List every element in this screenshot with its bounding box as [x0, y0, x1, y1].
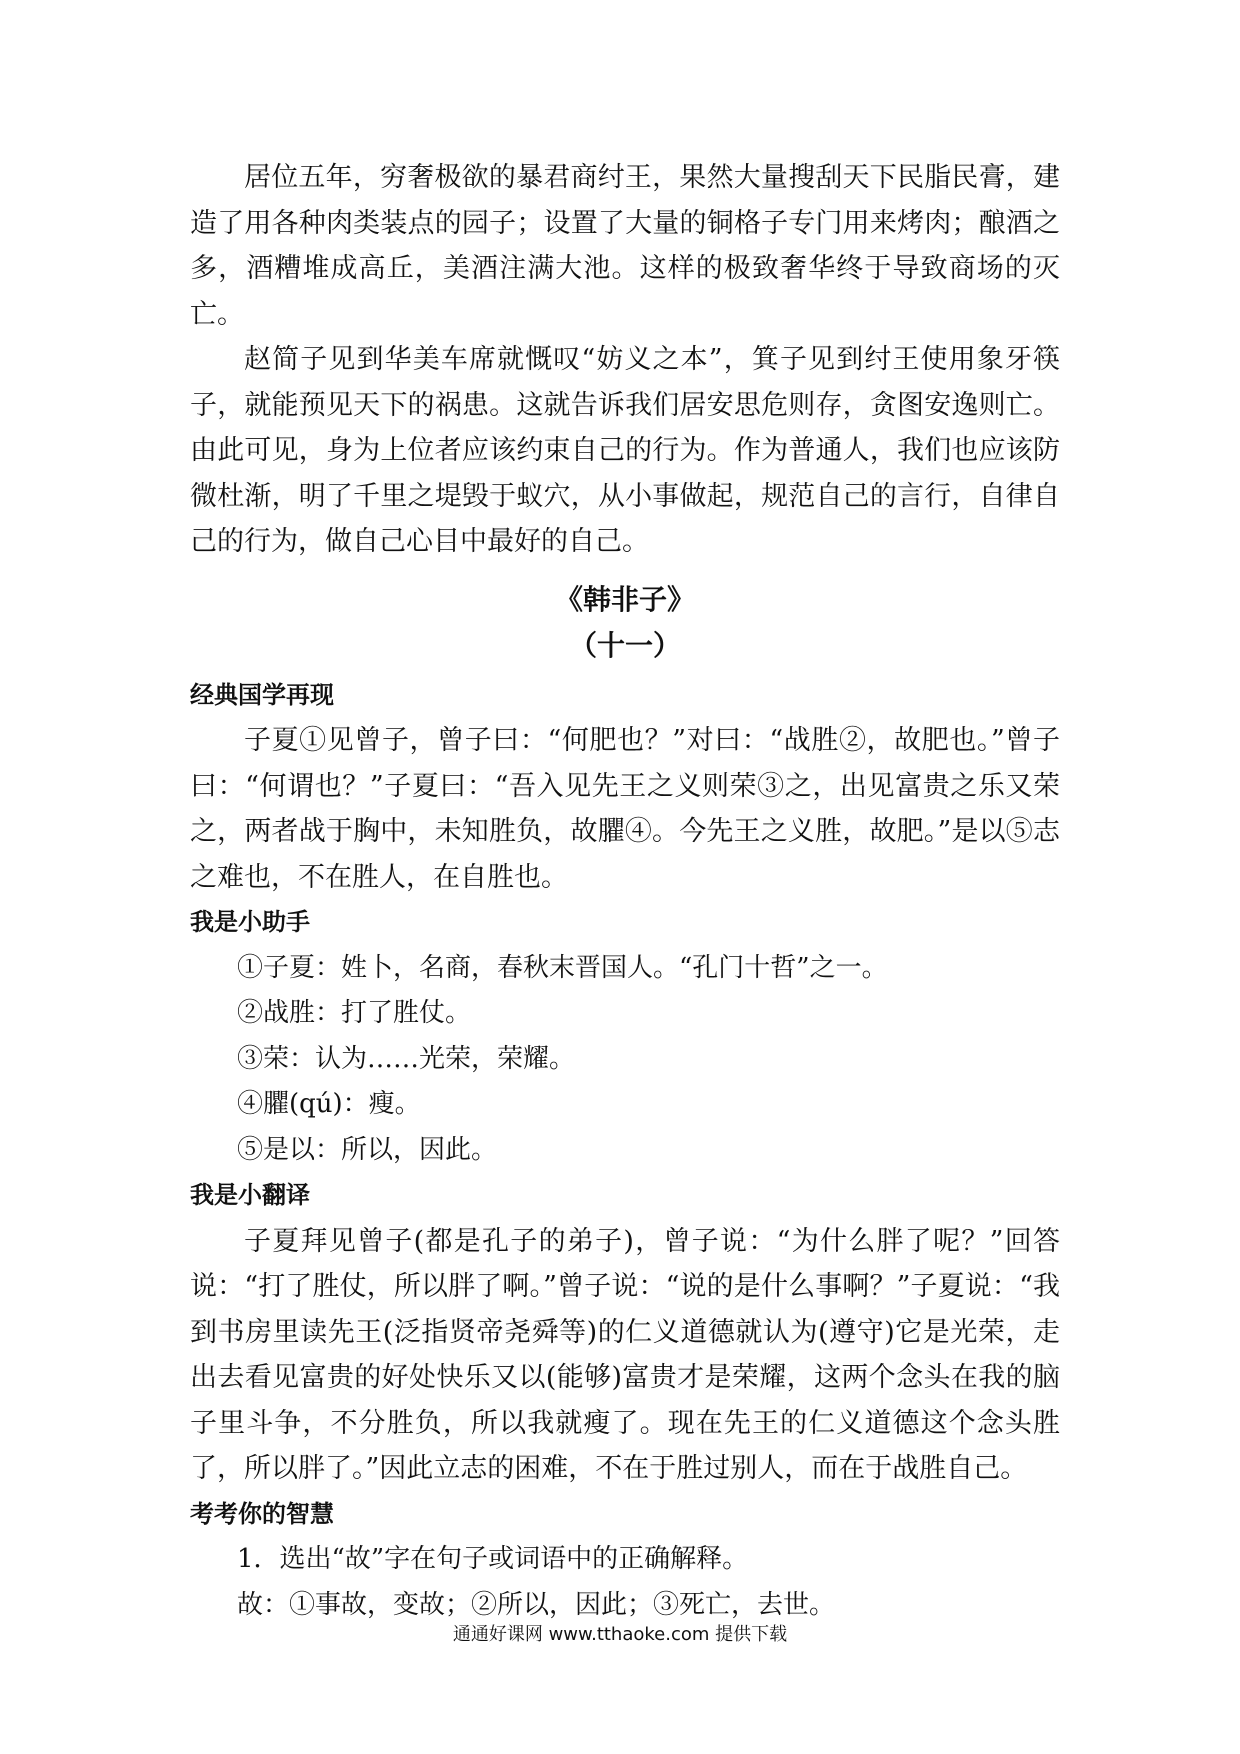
chapter-number: （十一） [568, 628, 681, 662]
quiz-question: 1．选出“故”字在句子或词语中的正确解释。 [237, 1544, 749, 1574]
helper-note: ①子夏：姓卜，名商，春秋末晋国人。“孔门十哲”之一。 [237, 952, 888, 983]
section-translation-heading: 我是小翻译 [190, 1181, 310, 1209]
section-quiz-heading: 考考你的智慧 [190, 1499, 334, 1528]
classic-text: 子夏①见曾子，曾子曰：“何肥也？”对曰：“战胜②，故肥也。”曾子曰：“何谓也？”子夏曰：“吾入见先王之义则荣③之，出见富贵之乐又荣之，两者战于胸中，未知胜负，故臞④。今先王之义胜，故肥。”是以⑤志之难也，不在胜人，在自胜也。 [190, 725, 1060, 893]
section-helper-heading: 我是小助手 [190, 908, 310, 936]
page-footer: 通通好课网 www.tthaoke.com 提供下载 [452, 1624, 788, 1645]
quiz-options: 故：①事故，变故；②所以，因此；③死亡，去世。 [237, 1589, 836, 1620]
intro-paragraph-2: 赵简子见到华美车席就慨叹“妨义之本”，箕子见到纣王使用象牙筷子，就能预见天下的祸患。这就告诉我们居安思危则存，贪图安逸则亡。由此可见，身为上位者应该约束自己的行为。作为普通人，我们也应该防微杜渐，明了千里之堤毁于蚁穴，从小事做起，规范自己的言行，自律自己的行为，做自己心目中最好的自己。 [190, 344, 1060, 557]
helper-note: ②战胜：打了胜仗。 [237, 998, 472, 1028]
helper-note: ⑤是以：所以，因此。 [237, 1134, 498, 1165]
helper-note: ④臞(qú)：瘦。 [237, 1089, 421, 1119]
translation-text: 子夏拜见曾子(都是孔子的弟子)，曾子说：“为什么胖了呢？”回答说：“打了胜仗，所以胖了啊。”曾子说：“说的是什么事啊？”子夏说：“我到书房里读先王(泛指贤帝尧舜等)的仁义道德就认为(遵守)它是光荣，走出去看见富贵的好处快乐又以(能够)富贵才是荣耀，这两个念头在我的脑子里斗争，不分胜负，所以我就瘦了。现在先王的仁义道德这个念头胜了，所以胖了。”因此立志的困难，不在于胜过别人，而在于战胜自己。 [190, 1225, 1060, 1484]
intro-paragraph-1: 居位五年，穷奢极欲的暴君商纣王，果然大量搜刮天下民脂民膏，建造了用各种肉类装点的园子；设置了大量的铜格子专门用来烤肉；酿酒之多，酒糟堆成高丘，美酒注满大池。这样的极致奢华终于导致商场的灭亡。 [190, 162, 1060, 330]
section-classic-heading: 经典国学再现 [190, 680, 334, 709]
chapter-title: 《韩非子》 [554, 582, 695, 616]
document-body [190, 155, 1060, 1628]
helper-note: ③荣：认为……光荣，荣耀。 [237, 1043, 576, 1074]
